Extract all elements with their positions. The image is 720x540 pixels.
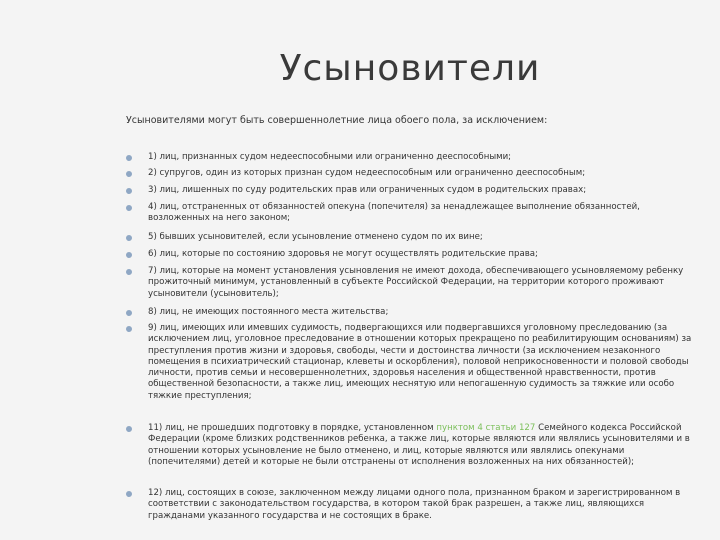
bullet-icon <box>126 235 132 241</box>
list-item-text: 12) лиц, состоящих в союзе, заключенном между лицами одного пола, признанном браком и зарегистрированном в соответствии с законодательством государства, в котором такой брак разрешен, а также лиц, являющихся гражданами указанного государства и не состоящих в браке. <box>148 488 681 521</box>
list-item-text-part: Семейного кодекса Российской Федерации (кроме близких родственников ребенка, а также лиц, которые являются или являлись усыновителями и в отношении которых усыновление не было отменено, и лиц, которые являются или являлись опекунами (попечителями) детей и которые не были отстранены от исполнения возложенных на них обязанностей); <box>148 423 690 467</box>
bullet-icon <box>126 252 132 258</box>
list-item-text: 1) лиц, признанных судом недееспособными или ограниченно дееспособными; <box>148 152 512 162</box>
bullet-icon <box>126 269 132 275</box>
bullet-icon <box>126 310 132 316</box>
page-title: Усыновители <box>279 48 541 89</box>
bullet-icon <box>126 171 132 177</box>
list-item-text: 5) бывших усыновителей, если усыновление отменено судом по их вине; <box>148 232 483 242</box>
bullet-icon <box>126 326 132 332</box>
list-item-text: 6) лиц, которые по состоянию здоровья не могут осуществлять родительские права; <box>148 249 538 259</box>
list-item-text <box>148 423 696 468</box>
list-item-text: 9) лиц, имеющих или имевших судимость, подвергающихся или подвергавшихся уголовному преследованию (за исключением лиц, уголовное преследование в отношении которых прекращено по реабилитирующим основаниям) за преступления против жизни и здоровья, свободы, чести и достоинства личности (за исключением незаконного помещения в психиатрический стационар, клеветы и оскорбления), половой неприкосновенности и половой свободы личности, против семьи и несовершеннолетних, здоровья населения и общественной нравственности, против общественной безопасности, а также лиц, имеющих неснятую или непогашенную судимость за тяжкие или особо тяжкие преступления; <box>148 323 692 401</box>
intro-text: Усыновителями могут быть совершеннолетние лица обоего пола, за исключением: <box>126 115 548 126</box>
law-article-link[interactable]: пунктом 4 статьи 127 <box>436 423 536 433</box>
list-item-text: 4) лиц, отстраненных от обязанностей опекуна (попечителя) за ненадлежащее выполнение обязанностей, возложенных на него законом; <box>148 202 640 224</box>
list-item-text: 8) лиц, не имеющих постоянного места жительства; <box>148 307 389 317</box>
list-item-text: 2) супругов, один из которых признан судом недееспособным или ограниченно дееспособным; <box>148 168 586 178</box>
bullet-icon <box>126 155 132 161</box>
list-item-text: 7) лиц, которые на момент установления усыновления не имеют дохода, обеспечивающего усыновляемому ребенку прожиточный минимум, установленный в субъекте Российской Федерации, на территории которого проживают усыновители (усыновитель); <box>148 266 684 299</box>
list-item-text-part: 11) лиц, не прошедших подготовку в порядке, установленном <box>148 423 437 433</box>
bullet-icon <box>126 491 132 497</box>
bullet-icon <box>126 188 132 194</box>
list-item-text: 3) лиц, лишенных по суду родительских прав или ограниченных судом в родительских правах; <box>148 185 587 195</box>
bullet-icon <box>126 205 132 211</box>
bullet-icon <box>126 426 132 432</box>
